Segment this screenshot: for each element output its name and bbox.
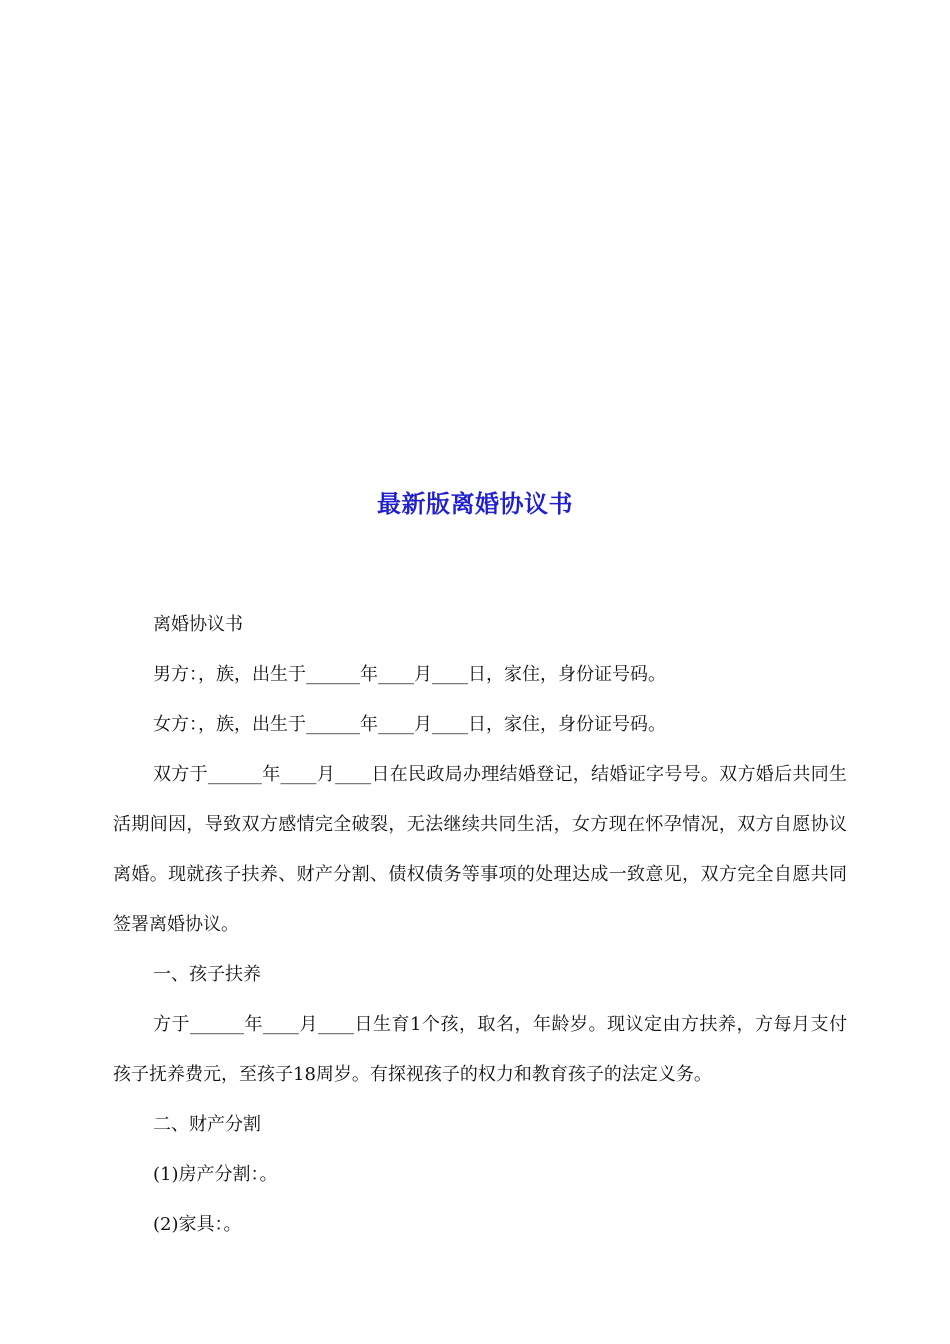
paragraph-female-party: 女方：，族，出生于______年____月____日，家住，身份证号码。 <box>153 714 666 735</box>
section-heading-child-support: 一、孩子扶养 <box>153 964 261 985</box>
document-body <box>113 600 847 1250</box>
paragraph-marriage-info: 双方于______年____月____日在民政局办理结婚登记，结婚证字号号。双方婚后共同生活期间因，导致双方感情完全破裂，无法继续共同生活，女方现在怀孕情况，双方自愿协议离婚。现就孩子扶养、财产分割、债权债务等事项的处理达成一致意见，双方完全自愿共同签署离婚协议。 <box>113 764 847 935</box>
paragraph-male-party: 男方：，族，出生于______年____月____日，家住，身份证号码。 <box>153 664 666 685</box>
paragraph-child-support: 方于______年____月____日生育1个孩，取名，年龄岁。现议定由方扶养，方每月支付孩子抚养费元，至孩子18周岁。有探视孩子的权力和教育孩子的法定义务。 <box>113 1014 847 1085</box>
paragraph-property-furniture: (2)家具：。 <box>153 1214 242 1235</box>
section-heading-property-division: 二、财产分割 <box>153 1114 261 1135</box>
paragraph-property-house: (1)房产分割：。 <box>153 1164 278 1185</box>
paragraph-heading: 离婚协议书 <box>153 614 243 635</box>
document-title: 最新版离婚协议书 <box>377 489 573 518</box>
